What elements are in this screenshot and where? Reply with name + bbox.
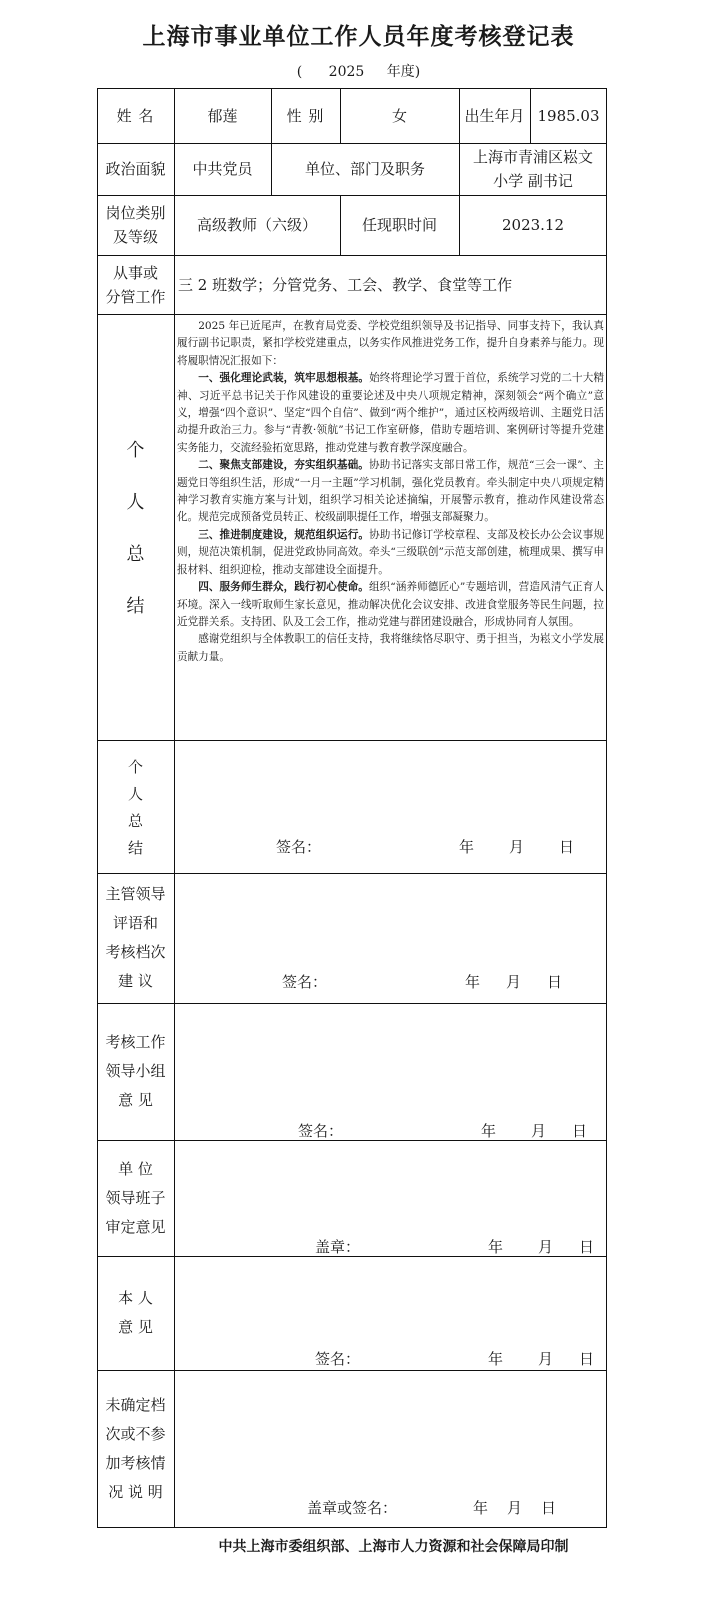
signature-label: 签名： xyxy=(315,1350,361,1368)
form-title: 上海市事业单位工作人员年度考核登记表 xyxy=(142,24,575,50)
name-value: 郁莲 xyxy=(207,106,238,125)
work-label-line1: 从事或 xyxy=(112,263,158,282)
political-value: 中共党员 xyxy=(192,160,253,178)
self-opinion-label-line: 本 人 xyxy=(118,1289,153,1307)
month-char: 月 xyxy=(507,1499,523,1517)
sign-label-char: 结 xyxy=(127,838,143,857)
unit-label: 单位、部门及职务 xyxy=(304,160,425,178)
undetermined-label-line: 未确定档 xyxy=(105,1396,166,1414)
leader-label-line: 主管领导 xyxy=(105,885,166,903)
summary-label-char: 总 xyxy=(126,544,145,565)
undetermined-label-line: 次或不参 xyxy=(105,1425,166,1443)
year-open-paren: ( xyxy=(296,64,303,80)
sign-label-char: 人 xyxy=(127,784,143,803)
summary-label-char: 个 xyxy=(126,440,145,461)
year-char: 年 xyxy=(459,838,475,856)
seal-label: 盖章： xyxy=(315,1238,361,1256)
summary-p1-body: 始终将理论学习置于首位，系统学习党的二十大精神、习近平总书记关于作风建设的重要论述及中央八项规定精神，深刻领会“两个确立”意义，增强“四个意识”、坚定“四个自信”、做到“两个维护”，通过区校两级培训、主题党日活动提升政治三力。参与“青教·领航”书记工作室研修，借助专题培训、案例研讨等提升党建实务能力，交流经验拓宽思路，推动党建与教育教学深度融合。 xyxy=(177,372,604,454)
year-char: 年 xyxy=(473,1499,489,1517)
day-char: 日 xyxy=(541,1499,557,1517)
unit-approval-label xyxy=(97,1140,174,1256)
summary-label-char: 结 xyxy=(126,596,145,617)
gender-value: 女 xyxy=(391,106,407,125)
year-value: 2025 xyxy=(328,64,365,80)
summary-p4-heading: 四、服务师生群众，践行初心使命。 xyxy=(198,581,369,594)
day-char: 日 xyxy=(547,973,563,991)
summary-p3-heading: 三、推进制度建设，规范组织运行。 xyxy=(198,528,370,541)
footer-issuer: 中共上海市委组织部、上海市人力资源和社会保障局印制 xyxy=(218,1539,569,1555)
unit-value-line1: 上海市青浦区崧文 xyxy=(472,148,593,166)
summary-p2-heading: 二、聚焦支部建设，夯实组织基础。 xyxy=(198,459,369,472)
undetermined-label-line: 加考核情 xyxy=(105,1454,166,1472)
group-label xyxy=(97,1003,174,1140)
post-value: 高级教师（六级） xyxy=(196,216,317,234)
leader-label-line: 考核档次 xyxy=(105,943,166,961)
work-label-line2: 分管工作 xyxy=(105,287,166,306)
summary-text xyxy=(175,316,604,738)
post-label-line1: 岗位类别 xyxy=(105,204,166,222)
leader-label xyxy=(97,873,174,1003)
summary-intro: 2025 年已近尾声，在教育局党委、学校党组织领导及书记指导、同事支持下，我认真履行副书记职责，紧扣学校党建重点，以务实作风推进党务工作，提升自身素养与能力。现将履职情况汇报如下： xyxy=(177,320,604,367)
day-char: 日 xyxy=(579,1238,595,1256)
unit-approval-label-line: 审定意见 xyxy=(105,1217,166,1236)
unit-approval-label-line: 领导班子 xyxy=(105,1188,166,1207)
birth-value: 1985.03 xyxy=(537,106,600,125)
signature-label: 签名： xyxy=(298,1122,344,1140)
sign-label-char: 个 xyxy=(127,757,143,776)
summary-p4-body: 组织“涵养师德匠心”专题培训，营造风清气正育人环境。深入一线听取师生家长意见，推动解决优化会议安排、改进食堂服务等民生问题，拉近党群关系。支持团、队及工会工作，推动党建与群团建设融合，形成协同育人氛围。 xyxy=(177,581,604,628)
sign-section-label xyxy=(97,740,174,873)
gender-label: 性 别 xyxy=(286,106,325,125)
work-value: 三 2 班数学；分管党务、工会、教学、食堂等工作 xyxy=(178,275,513,294)
month-char: 月 xyxy=(506,973,522,991)
signature-label: 签名： xyxy=(276,838,322,856)
summary-closing: 感谢党组织与全体教职工的信任支持，我将继续恪尽职守、勇于担当，为崧文小学发展贡献力量。 xyxy=(177,633,604,663)
group-label-line: 领导小组 xyxy=(105,1062,166,1080)
summary-label-char: 人 xyxy=(126,492,145,513)
work-label xyxy=(97,255,174,314)
post-label xyxy=(97,195,174,255)
birth-label: 出生年月 xyxy=(464,106,525,125)
name-label: 姓 名 xyxy=(116,106,155,125)
leader-label-line: 建 议 xyxy=(118,972,153,990)
self-opinion-label-line: 意 见 xyxy=(118,1318,153,1336)
year-char: 年 xyxy=(488,1350,504,1368)
unit-approval-label-line: 单 位 xyxy=(118,1159,153,1178)
self-opinion-label xyxy=(97,1256,174,1370)
summary-paragraph-2 xyxy=(177,457,604,527)
group-label-line: 考核工作 xyxy=(105,1033,166,1051)
day-char: 日 xyxy=(579,1350,595,1368)
unit-value xyxy=(459,143,607,195)
leader-label-line: 评语和 xyxy=(112,914,158,932)
summary-paragraph-1 xyxy=(177,370,604,457)
seal-or-signature-label: 盖章或签名： xyxy=(307,1499,398,1517)
sign-label-char: 总 xyxy=(127,811,143,830)
year-char: 年 xyxy=(481,1122,497,1140)
political-label: 政治面貌 xyxy=(105,160,166,178)
month-char: 月 xyxy=(509,838,525,856)
summary-paragraph-3 xyxy=(177,527,604,579)
summary-p2-body: 协助书记落实支部日常工作，规范“三会一课”、主题党日等组织生活，形成“一月一主题”学习机制，强化党员教育。牵头制定中央八项规定精神学习教育实施方案与计划，组织学习相关论述摘编，开展警示教育，推动作风建设常态化。规范完成预备党员转正、校级副职提任工作，增强支部凝聚力。 xyxy=(177,459,604,524)
group-label-line: 意 见 xyxy=(118,1091,153,1109)
year-char: 年 xyxy=(488,1238,504,1256)
signature-label: 签名： xyxy=(282,973,328,991)
month-char: 月 xyxy=(538,1238,554,1256)
summary-paragraph-4 xyxy=(177,579,604,631)
summary-p1-heading: 一、强化理论武装，筑牢思想根基。 xyxy=(198,372,370,385)
tenure-label: 任现职时间 xyxy=(361,216,437,234)
day-char: 日 xyxy=(559,838,575,856)
undetermined-label-line: 况 说 明 xyxy=(108,1483,163,1501)
month-char: 月 xyxy=(538,1350,554,1368)
summary-p3-body: 协助书记修订学校章程、支部及校长办公会议事规则，规范决策机制，促进党政协同高效。牵头“三级联创”示范支部创建，梳理成果、撰写申报材料、组织迎检，推动支部建设全面提升。 xyxy=(177,528,604,576)
year-suffix: 年度) xyxy=(386,64,421,80)
summary-label xyxy=(97,314,174,740)
month-char: 月 xyxy=(531,1122,547,1140)
post-label-line2: 及等级 xyxy=(112,228,158,246)
day-char: 日 xyxy=(572,1122,588,1140)
year-line xyxy=(0,61,717,81)
tenure-value: 2023.12 xyxy=(501,216,565,234)
year-char: 年 xyxy=(465,973,481,991)
unit-value-line2: 小学 副书记 xyxy=(493,172,573,190)
undetermined-label xyxy=(97,1370,174,1528)
